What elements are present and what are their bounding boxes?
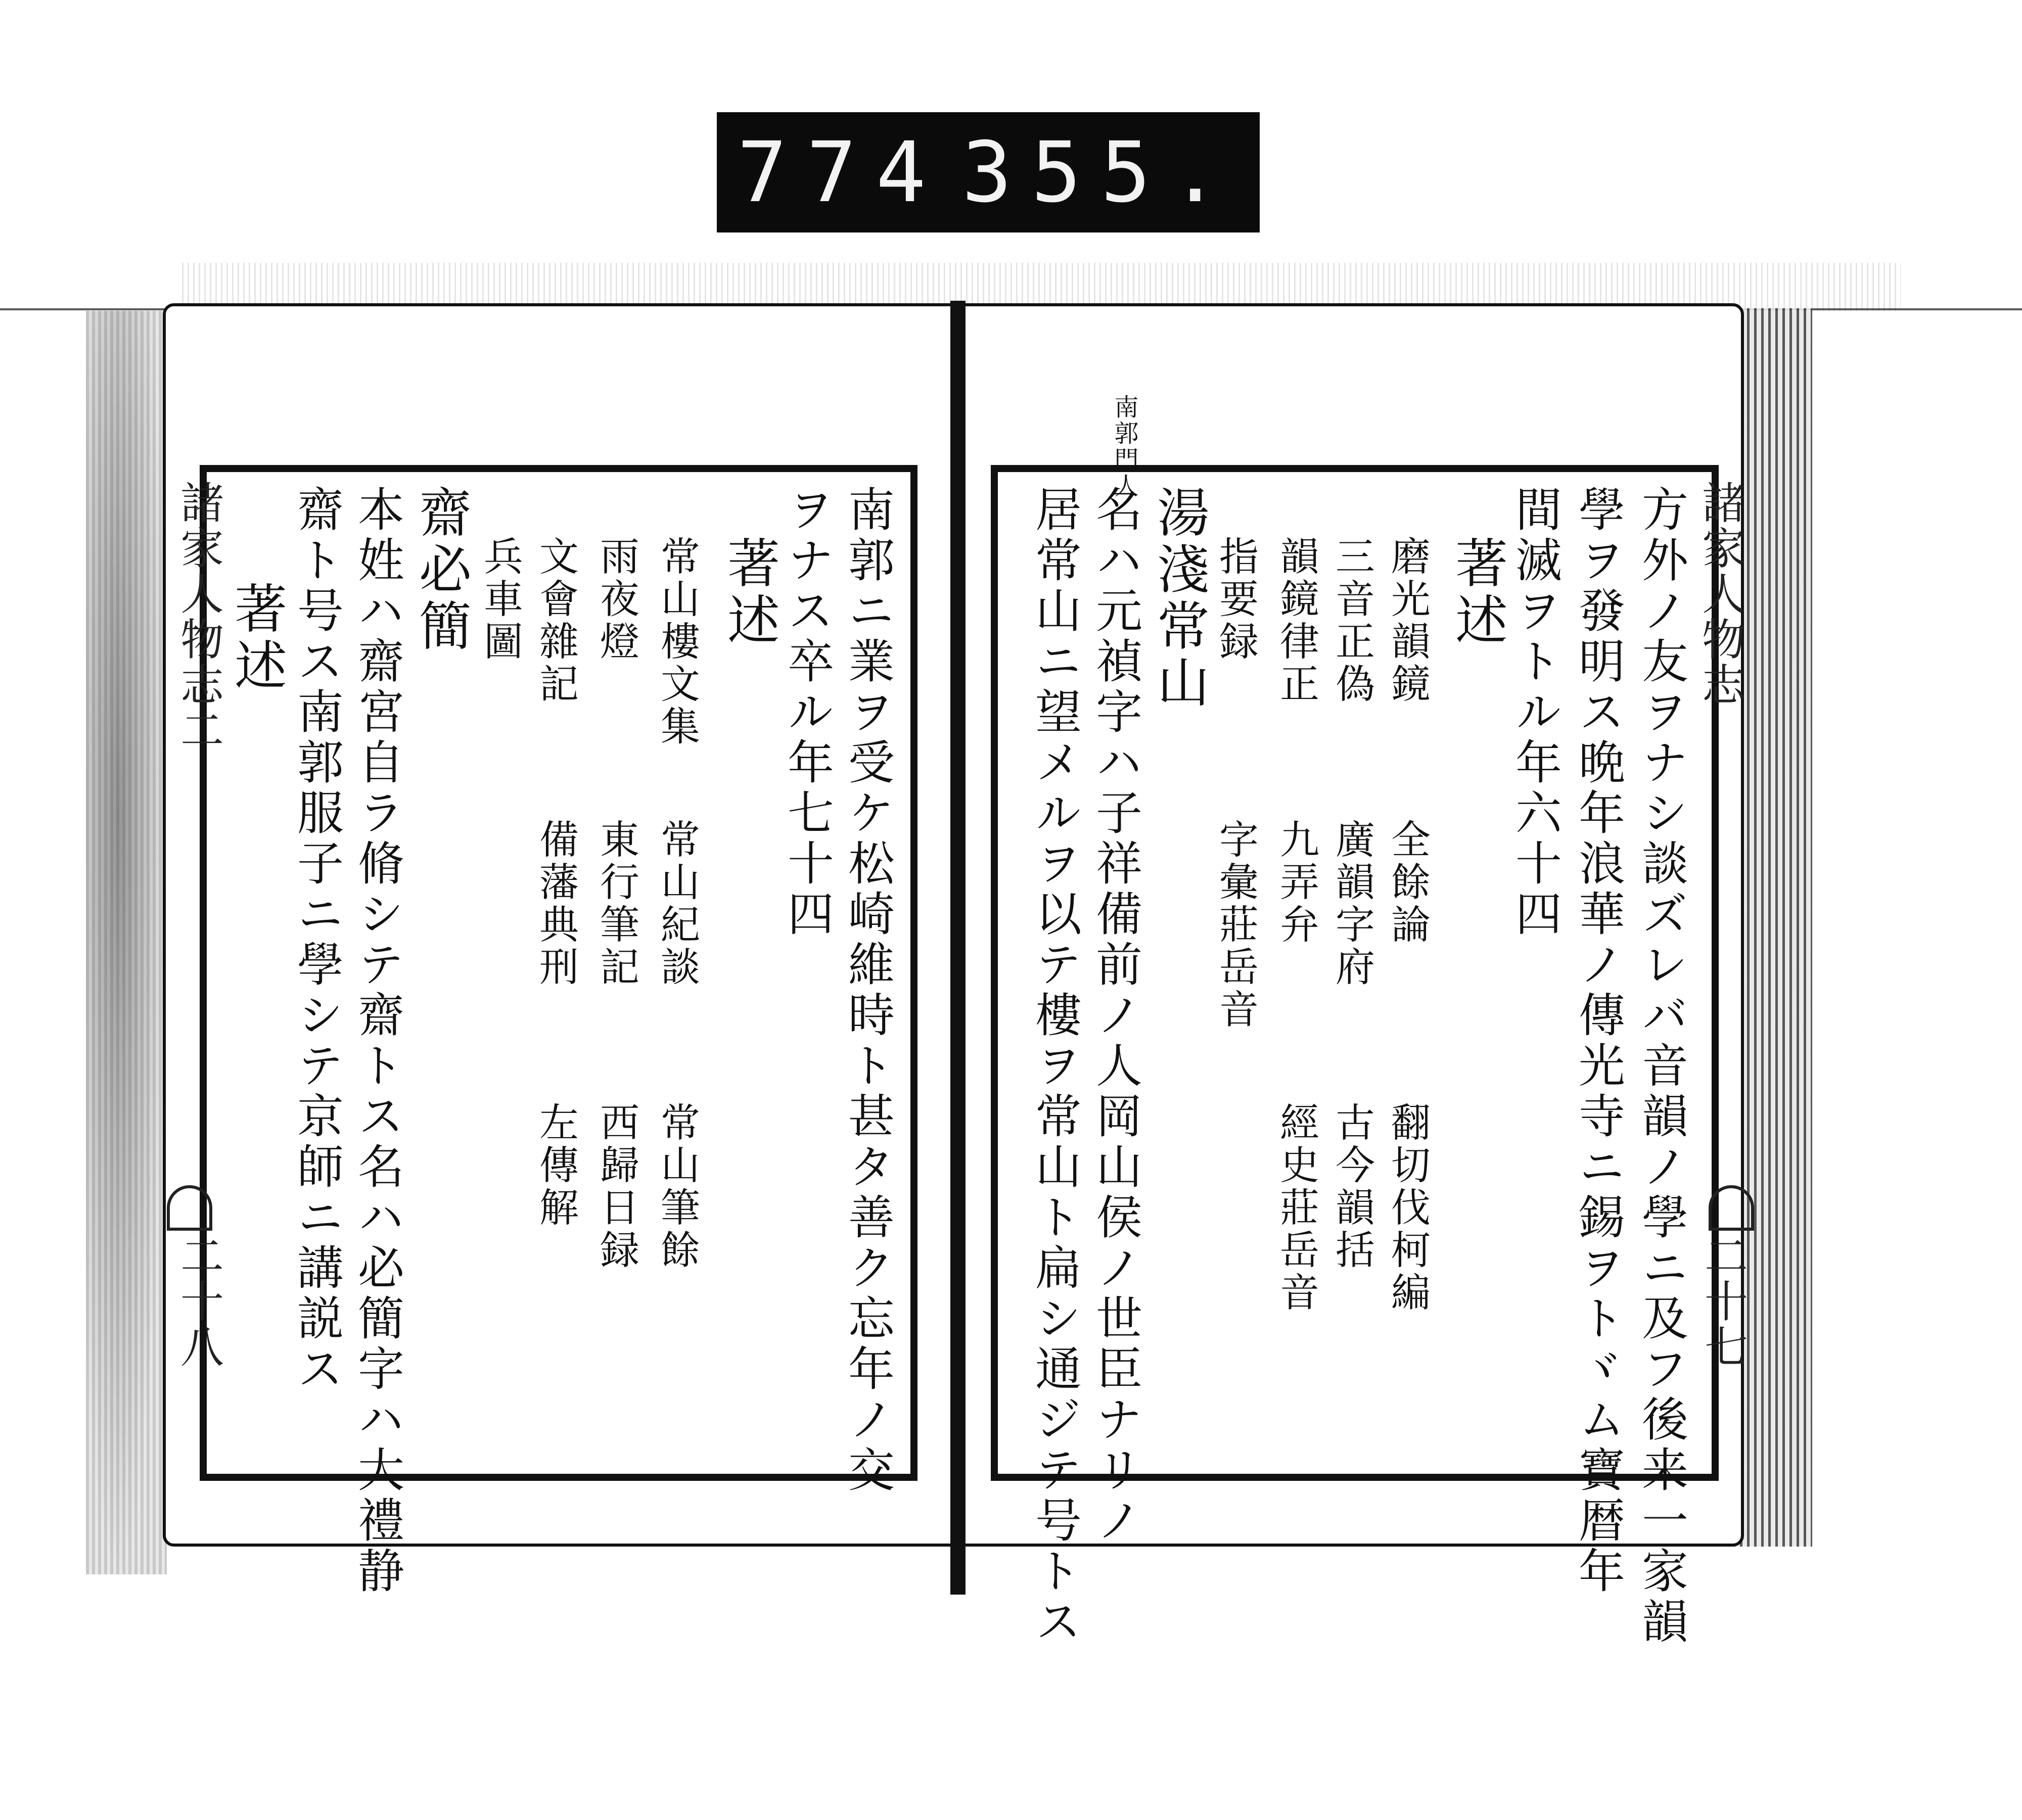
right-col-10: 名ハ元禎字ハ子祥備前ノ人岡山侯ノ世臣ナリノ (1088, 485, 1142, 1547)
right-col-11: 居常山ニ望メルヲ以テ樓ヲ常山ト扁シ通ジテ号トス (1028, 485, 1082, 1648)
right-work-4: 指要録 (1213, 536, 1258, 663)
left-work-10: 左傳解 (533, 1102, 578, 1229)
right-work-5: 全餘論 (1385, 819, 1430, 946)
right-work-3: 韻鏡律正 (1273, 536, 1319, 706)
right-hashira-volume: 二十七 (1697, 1233, 1748, 1370)
left-hashira-title: 諸家人物志二 (173, 480, 223, 753)
left-work-6: 常山筆餘 (654, 1102, 700, 1272)
right-col-3: 間滅ヲトル年六十四 (1508, 485, 1562, 940)
left-work-9: 備藩典刑 (533, 819, 578, 989)
left-work-5: 常山紀談 (654, 819, 700, 989)
left-heading-works: 著述 (718, 536, 780, 649)
left-work-4: 兵車圖 (477, 536, 523, 663)
right-work-8: 古今韻括 (1329, 1102, 1374, 1272)
right-fishtail-mark (1709, 1185, 1754, 1231)
left-work-2: 雨夜燈 (593, 536, 639, 663)
book-edge-left (86, 311, 167, 1574)
left-work-8: 西歸日録 (593, 1102, 639, 1272)
right-work-11: 字彙莊岳音 (1213, 819, 1258, 1031)
call-number-left: 774 (737, 123, 946, 221)
right-work-2: 三音正偽 (1329, 536, 1374, 706)
right-hashira-title: 諸家人物志 (1694, 480, 1745, 708)
right-person-name: 湯淺常山 (1148, 485, 1210, 712)
left-work-3: 文會雜記 (533, 536, 578, 706)
right-heading-works: 著述 (1446, 536, 1508, 649)
call-number-label (717, 112, 1260, 232)
left-hashira-volume: 二十八 (173, 1233, 223, 1370)
right-work-1: 磨光韻鏡 (1385, 536, 1430, 706)
right-work-9: 九弄弁 (1273, 819, 1319, 946)
left-work-1: 常山樓文集 (654, 536, 700, 748)
right-col-2: 學ヲ發明ス晩年浪華ノ傳光寺ニ錫ヲトヾム寶暦年 (1571, 485, 1625, 1597)
right-col-1: 方外ノ友ヲナシ談ズレバ音韻ノ學ニ及フ後来一家韻 (1634, 485, 1688, 1648)
book-gutter (950, 301, 966, 1595)
left-heading-works-2: 著述 (225, 581, 287, 694)
left-person-name: 齋必簡 (410, 485, 472, 655)
right-work-6: 翻切伐柯編 (1385, 1102, 1430, 1314)
marginal-note: 南郭門人 (1110, 394, 1138, 499)
left-col-10: 齋ト号ス南郭服子ニ學シテ京師ニ講説ス (290, 485, 344, 1395)
left-col-2: ヲナス卒ル年七十四 (780, 485, 834, 940)
left-col-1: 南郭ニ業ヲ受ケ松崎維時ト甚タ善ク忘年ノ交 (841, 485, 895, 1496)
right-work-10: 經史莊岳音 (1273, 1102, 1319, 1314)
left-work-7: 東行筆記 (593, 819, 639, 989)
right-work-7: 廣韻字府 (1329, 819, 1374, 989)
left-col-9: 本姓ハ齋宮自ラ脩シテ齋トス名ハ必簡字ハ大禮静 (350, 485, 404, 1597)
call-number-right: 355. (961, 123, 1239, 221)
left-fishtail-mark (167, 1185, 212, 1231)
